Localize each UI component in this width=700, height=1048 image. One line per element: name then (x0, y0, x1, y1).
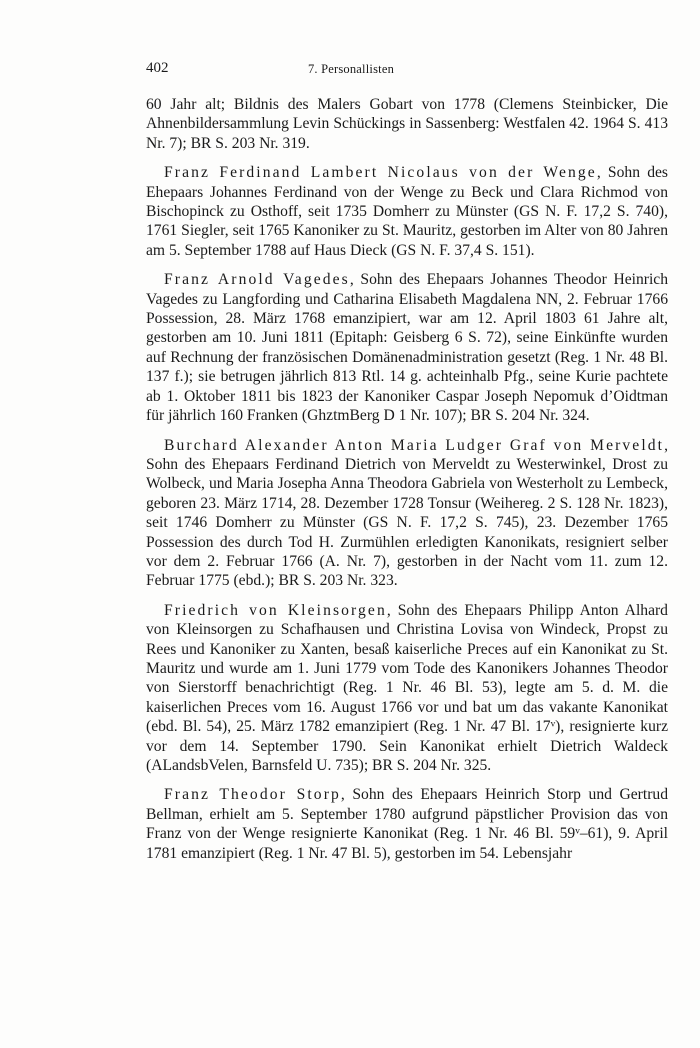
entry-continuation (146, 95, 668, 153)
entry-franz-von-der-wenge (146, 163, 668, 260)
entry-storp (146, 785, 668, 863)
entry-name: Friedrich von Kleinsorgen (164, 601, 387, 619)
entry-text: , Sohn des Ehepaars Johannes Ferdinand von der Wenge zu Beck und Clara Richmod von Bischopinck zu Osthoff, seit 1735 Domherr zu Münster (GS N. F. 17,2 S. 740), 1761 Siegler, seit 1765 Kanoniker zu St. Mauritz, gestorben im Alter von 80 Jahren am 5. September 1788 auf Haus Dieck (GS N. F. 37,4 S. 151). (146, 164, 668, 259)
page-body (146, 95, 668, 873)
entry-kleinsorgen (146, 601, 668, 776)
entry-text: , Sohn des Ehepaars Ferdinand Dietrich von Merveldt zu Westerwinkel, Drost zu Wolbeck, und Maria Josepha Anna Theodora Gabriela von Westerholt zu Lembeck, geboren 23. März 1714, 28. Dezember 1728 Tonsur (Weihereg. 2 S. 128 Nr. 1823), seit 1746 Domherr zu Münster (GS N. F. 17,2 S. 745), 23. Dezember 1765 Possession des durch Tod H. Zurmühlen erledigten Kanonikats, resigniert selber vor dem 2. Februar 1766 (A. Nr. 7), gestorben in der Nacht vom 11. zum 12. Februar 1775 (ebd.); BR S. 203 Nr. 323. (146, 436, 668, 590)
page-number: 402 (146, 60, 169, 76)
entry-text: , Sohn des Ehepaars Heinrich Storp und Gertrud Bellman, erhielt am 5. September 1780 aufgrund päpstlicher Provision das von Franz von der Wenge resignierte Kanonikat (Reg. 1 Nr. 46 Bl. 59ᵛ–61), 9. April 1781 emanzipiert (Reg. 1 Nr. 47 Bl. 5), gestorben im 54. Lebensjahr (146, 786, 668, 862)
entry-text: , Sohn des Ehepaars Johannes Theodor Heinrich Vagedes zu Langfording und Catharina Elisabeth Magdalena NN, 2. Februar 1766 Possession, 28. März 1768 emanzipiert, war am 12. April 1803 61 Jahre alt, gestorben am 10. Juni 1811 (Epitaph: Geisberg 6 S. 72), seine Einkünfte wurden auf Rechnung der französischen Domänenadministration gesetzt (Reg. 1 Nr. 48 Bl. 137 f.); sie betrugen jährlich 813 Rtl. 14 g. achteinhalb Pfg., seine Kurie pachtete ab 1. Oktober 1811 bis 1823 der Kanoniker Caspar Joseph Nepomuk d’Oidtman für jährlich 160 Franken (GhztmBerg D 1 Nr. 107); BR S. 204 Nr. 324. (146, 271, 668, 425)
entry-name: Franz Ferdinand Lambert Nicolaus von der Wenge (164, 164, 597, 182)
entry-vagedes (146, 270, 668, 425)
entry-name: Franz Theodor Storp (164, 786, 341, 804)
entry-name: Burchard Alexander Anton Maria Ludger Graf von Merveldt (164, 436, 665, 454)
entry-text: , Sohn des Ehepaars Philipp Anton Alhard von Kleinsorgen zu Schafhausen und Christina Lovisa von Windeck, Propst zu Rees und Kanoniker zu Xanten, besaß kaiserliche Preces auf ein Kanonikat zu St. Mauritz und wurde am 1. Juni 1779 vom Tode des Kanonikers Johannes Theodor von Sierstorff benachrichtigt (Reg. 1 Nr. 46 Bl. 53), legte am 5. d. M. die kaiserlichen Preces vom 16. August 1766 vor und bat um das vakante Kanonikat (ebd. Bl. 54), 25. März 1782 emanzipiert (Reg. 1 Nr. 47 Bl. 17ᵛ), resignierte kurz vor dem 14. September 1790. Sein Kanonikat erhielt Dietrich Waldeck (ALandsbVelen, Barnsfeld U. 735); BR S. 204 Nr. 325. (146, 601, 668, 774)
entry-text: 60 Jahr alt; Bildnis des Malers Gobart von 1778 (Clemens Steinbicker, Die Ahnenbildersammlung Levin Schückings in Sassenberg: Westfalen 42. 1964 S. 413 Nr. 7); BR S. 203 Nr. 319. (146, 96, 668, 152)
entry-name: Franz Arnold Vagedes (164, 271, 350, 289)
page-header (146, 60, 556, 80)
entry-merveldt (146, 436, 668, 591)
running-head: 7. Personallisten (307, 62, 395, 76)
